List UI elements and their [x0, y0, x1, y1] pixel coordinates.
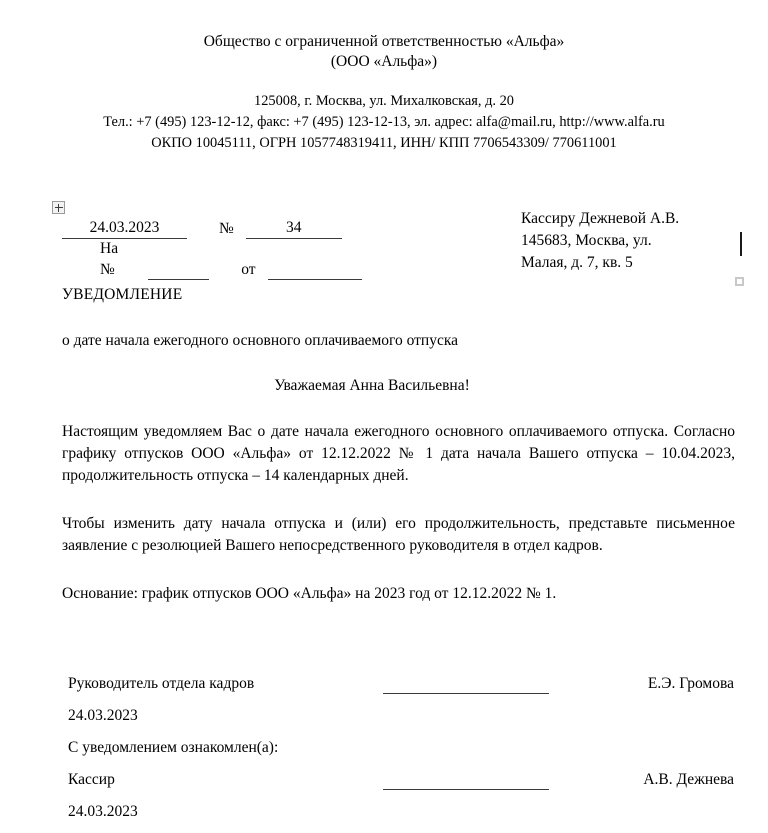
manager-signature-line[interactable]	[383, 693, 549, 694]
text-cursor-caret	[740, 232, 742, 256]
org-full-name: Общество с ограниченной ответственностью «Альфа»	[203, 33, 565, 50]
addressee-line-1: Кассиру Дежневой А.В.	[521, 210, 680, 227]
on-number-field[interactable]	[148, 279, 209, 280]
manager-date: 24.03.2023	[68, 707, 138, 724]
employee-name: А.В. Дежнева	[643, 771, 734, 788]
org-registration-codes: ОКПО 10045111, ОГРН 1057748319411, ИНН/ КПП 7706543309/ 770611001	[151, 135, 617, 151]
date-number-row	[62, 212, 362, 239]
salutation: Уважаемая Анна Васильевна!	[274, 377, 470, 394]
employee-signature-row	[0, 769, 768, 801]
document-title: УВЕДОМЛЕНИЕ	[62, 286, 183, 303]
from-label: от	[241, 261, 256, 278]
manager-name: Е.Э. Громова	[647, 675, 734, 692]
addressee-block	[521, 208, 679, 274]
document-number-field[interactable]: 34	[246, 217, 342, 239]
manager-date-row	[0, 705, 768, 737]
org-contacts: Тел.: +7 (495) 123-12-12, факс: +7 (495) 123-12-13, эл. адрес: alfa@mail.ru, http://www.alfa.ru	[103, 114, 665, 130]
body-paragraph-1: Настоящим уведомляем Вас о дате начала ежегодного основного оплачиваемого отпуска. Согласно графику отпусков ООО «Альфа» от 12.12.2022 № 1 дата начала Вашего отпуска – 10.04.2023, продолжительность отпуска – 14 календарных дней.	[62, 423, 735, 484]
number-sign-label: №	[219, 220, 234, 237]
body-paragraph-2: Чтобы изменить дату начала отпуска и (или) его продолжительность, представьте письменное заявление с резолюцией Вашего непосредственного руководителя в отдел кадров.	[62, 515, 735, 554]
employee-signature-line[interactable]	[383, 789, 549, 790]
document-subtitle: о дате начала ежегодного основного оплачиваемого отпуска	[62, 332, 459, 349]
employee-date: 24.03.2023	[68, 803, 138, 820]
employee-position: Кассир	[68, 771, 115, 788]
manager-position: Руководитель отдела кадров	[68, 675, 255, 692]
addressee-line-2: 145683, Москва, ул.	[521, 232, 652, 249]
acknowledgement-row	[0, 737, 768, 769]
org-address: 125008, г. Москва, ул. Михалковская, д. 20	[254, 93, 514, 109]
letterhead	[0, 0, 768, 154]
requisites-left	[62, 212, 362, 280]
manager-signature-row	[0, 673, 768, 705]
from-date-field[interactable]	[268, 279, 362, 280]
requisites-block	[0, 194, 768, 280]
body-paragraph-basis: Основание: график отпусков ООО «Альфа» на 2023 год от 12.12.2022 № 1.	[62, 585, 557, 602]
move-cross-horizontal	[55, 207, 63, 208]
employee-date-row	[0, 801, 768, 833]
acknowledgement-label: С уведомлением ознакомлен(а):	[68, 739, 279, 756]
reply-reference-row	[62, 240, 362, 280]
addressee-line-3: Малая, д. 7, кв. 5	[521, 254, 633, 271]
signature-block	[0, 673, 768, 833]
document-date-field[interactable]: 24.03.2023	[62, 217, 187, 239]
table-resize-handle-icon[interactable]	[735, 277, 744, 286]
on-number-label: На №	[100, 240, 119, 278]
org-short-name: (ООО «Альфа»)	[330, 53, 438, 70]
letterhead-spacer	[0, 72, 768, 91]
